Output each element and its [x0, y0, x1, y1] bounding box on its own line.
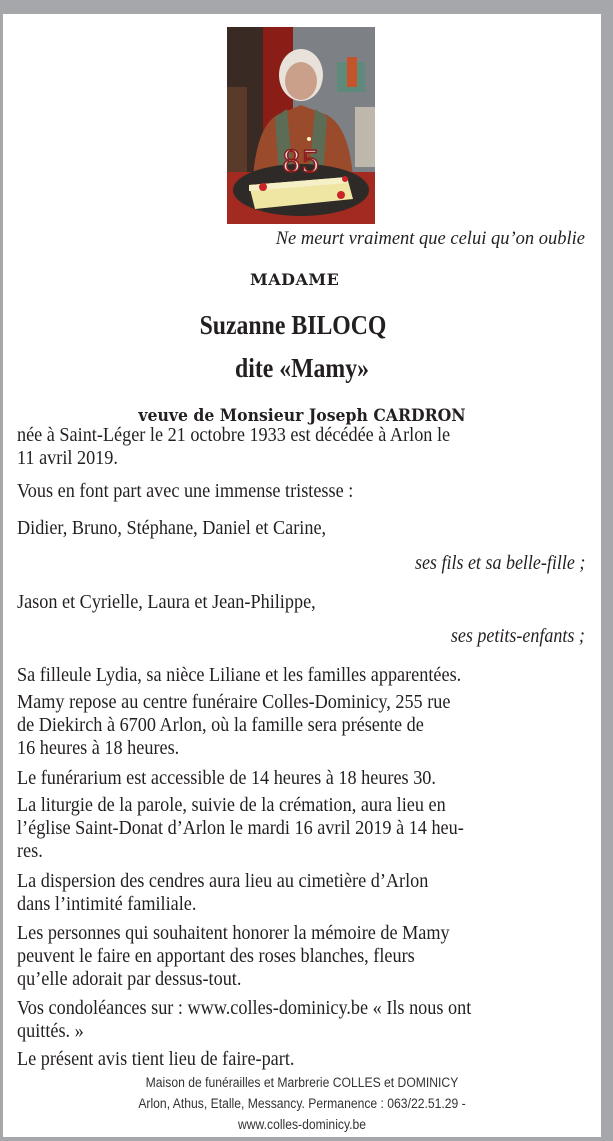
title: MADAME [250, 270, 340, 289]
deceased-name: Suzanne BILOCQ [199, 310, 387, 340]
birth-death-line: née à Saint-Léger le 21 octobre 1933 est décédée à Arlon le [17, 424, 451, 446]
footer-line: Arlon, Athus, Etalle, Messancy. Permanence : 063/22.51.29 - [138, 1096, 466, 1111]
closing-text: Le présent avis tient lieu de faire-part. [17, 1048, 295, 1070]
nickname: dite «Mamy» [235, 353, 369, 383]
ashes [17, 870, 596, 916]
announce [17, 480, 596, 503]
condolences-line: quittés. » [17, 1020, 84, 1042]
flowers [17, 922, 596, 991]
children-text: Didier, Bruno, Stéphane, Daniel et Carine, [17, 517, 327, 539]
birth-death-line: 11 avril 2019. [17, 447, 118, 469]
children [17, 517, 596, 540]
ashes-line: dans l’intimité familiale. [17, 893, 197, 915]
visiting-text: Le funérarium est accessible de 14 heures à 18 heures 30. [17, 767, 436, 789]
obituary-notice [3, 14, 601, 1137]
footer-line: Maison de funérailles et Marbrerie COLLES et DOMINICY [145, 1075, 459, 1090]
others [17, 664, 596, 687]
funeral-home-footer [33, 1072, 571, 1135]
liturgy [17, 794, 596, 863]
liturgy-line: l’église Saint-Donat d’Arlon le mardi 16 avril 2019 à 14 heu- [17, 817, 464, 839]
others-text: Sa filleule Lydia, sa nièce Liliane et les familles apparentées. [17, 664, 462, 686]
grandchildren-role: ses petits-enfants ; [451, 625, 585, 647]
portrait-photo [227, 27, 375, 224]
condolences [17, 997, 596, 1043]
cake-number: 85 [281, 145, 321, 180]
birth-death [17, 424, 596, 470]
announce-text: Vous en font part avec une immense tristesse : [17, 480, 354, 502]
footer-website: www.colles-dominicy.be [237, 1117, 367, 1132]
liturgy-line: res. [17, 840, 43, 862]
rest-line: 16 heures à 18 heures. [17, 737, 180, 759]
flowers-line: qu’elle adorait par dessus-tout. [17, 968, 242, 990]
grandchildren [17, 591, 596, 614]
rest-line: Mamy repose au centre funéraire Colles-Dominicy, 255 rue [17, 691, 451, 713]
liturgy-line: La liturgie de la parole, suivie de la crémation, aura lieu en [17, 794, 446, 816]
flowers-line: peuvent le faire en apportant des roses blanches, fleurs [17, 945, 415, 967]
visiting-hours [17, 767, 596, 790]
rest-location [17, 691, 596, 760]
children-role: ses fils et sa belle-fille ; [414, 552, 585, 574]
ashes-line: La dispersion des cendres aura lieu au cimetière d’Arlon [17, 870, 429, 892]
rest-line: de Diekirch à 6700 Arlon, où la famille sera présente de [17, 714, 424, 736]
flowers-line: Les personnes qui souhaitent honorer la mémoire de Mamy [17, 922, 450, 944]
motto: Ne meurt vraiment que celui qu’on oublie [275, 229, 585, 249]
condolences-line: Vos condoléances sur : www.colles-dominicy.be « Ils nous ont [17, 997, 472, 1019]
closing [17, 1048, 596, 1071]
grandchildren-text: Jason et Cyrielle, Laura et Jean-Philippe, [17, 591, 316, 613]
widow-of: veuve de Monsieur Joseph CARDRON [138, 406, 466, 425]
